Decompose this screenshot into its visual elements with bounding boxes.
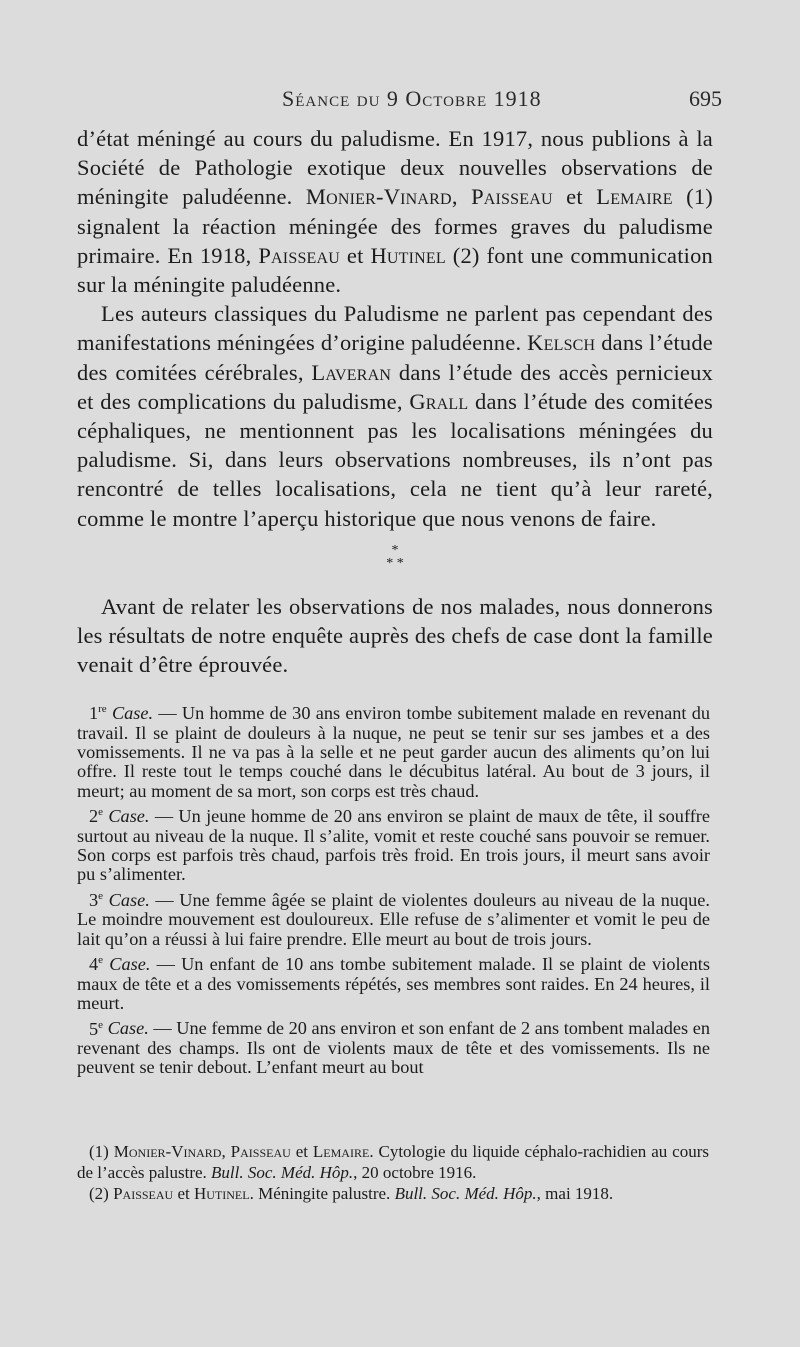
case-text: — Une femme de 20 ans environ et son enfant de 2 ans tombent malades en revenant des champs. Ils ont de violents maux de tête et des vomissements. Ils ne peuvent se tenir debout. L’enfant meurt au bout <box>77 1018 710 1078</box>
author-name: Kelsch <box>527 330 596 356</box>
running-title: Séance du 9 Octobre 1918 <box>282 86 542 111</box>
text-run: (1) signalent la réaction méningée des formes graves du paludisme primaire. En 1918, <box>77 184 713 268</box>
body-text-middle <box>77 592 713 680</box>
asterism-top: * <box>391 543 399 558</box>
paragraph-intro-observations: Avant de relater les observations de nos malades, nous donnerons les résultats de notre enquête auprès des chefs de case dont la famille venait d’être éprouvée. <box>77 594 713 678</box>
case-number-suffix: e <box>98 954 104 967</box>
journal-title: Bull. Soc. Méd. Hôp. <box>394 1184 537 1203</box>
case-entry <box>77 951 710 1013</box>
author-name: Laveran <box>311 359 392 385</box>
author-name: Lemaire <box>312 1142 370 1161</box>
journal-title: Bull. Soc. Méd. Hôp. <box>211 1163 354 1182</box>
text-run: , <box>451 184 472 210</box>
text-run: et <box>552 184 597 210</box>
asterism-bottom: * * <box>386 556 404 571</box>
case-number <box>89 806 103 826</box>
case-number <box>89 954 103 974</box>
text-run: d’état méningé au cours du paludisme. En 1917, nous publions à la Société de Pathologie exotique deux nouvelles observations de méningite paludéenne. <box>77 126 713 210</box>
case-number-digit: 4 <box>89 954 99 975</box>
case-number <box>89 890 103 910</box>
author-name: Paisseau <box>471 184 553 210</box>
case-number <box>89 1019 103 1039</box>
case-text: — Un homme de 30 ans environ tombe subitement malade en revenant du travail. Il se plaint de douleurs à la nuque, ne peut se tenir sur ses jambes et a des vomissements. Il ne va pas à la selle et ne peut garder aucun des aliments qu’on lui offre. Il reste tout le temps couché dans le décubitus latéral. Au bout de 3 jours, il meurt; au moment de sa mort, son corps est très chaud. <box>77 703 710 801</box>
paragraph-paludisme-history <box>77 124 713 299</box>
case-number-digit: 1 <box>89 703 99 724</box>
footnote-2 <box>77 1183 709 1204</box>
case-text: — Un jeune homme de 20 ans environ se plaint de maux de tête, il souffre surtout au niveau de la nuque. Il s’alite, vomit et reste couché sans pouvoir se remuer. Son corps est parfois très chaud, parfois très froid. En trois jours, il meurt sans avoir pu s’alimenter. <box>77 806 710 885</box>
text-run: , 20 octobre 1916. <box>353 1163 477 1182</box>
author-name: Paisseau <box>230 1142 291 1161</box>
text-run: et <box>340 242 371 268</box>
case-number-digit: 5 <box>89 1018 99 1039</box>
case-number-digit: 3 <box>89 889 99 910</box>
case-label: Case. <box>111 703 154 724</box>
text-run: et <box>173 1184 194 1203</box>
case-entry <box>77 1015 710 1077</box>
case-number-suffix: re <box>98 703 107 715</box>
text-run: . Méningite palustre. <box>249 1184 395 1203</box>
text-run: , mai 1918. <box>536 1184 614 1203</box>
text-run: et <box>290 1142 313 1161</box>
case-entry <box>77 887 710 949</box>
page-header <box>0 86 800 116</box>
case-label: Case. <box>108 806 150 827</box>
body-text-top <box>77 124 713 533</box>
author-name: Monier-Vinard <box>113 1142 222 1161</box>
footnotes <box>77 1141 709 1204</box>
author-name: Paisseau <box>113 1184 174 1203</box>
footnote-1 <box>77 1141 709 1183</box>
page-number: 695 <box>689 86 722 111</box>
author-name: Monier-Vinard <box>305 184 452 210</box>
case-text: — Une femme âgée se plaint de violentes douleurs au niveau de la nuque. Le moindre mouvement est douloureux. Elle refuse de s’alimenter et vomit le peu de lait qu’on a réussi à lui faire prendre. Elle meurt au bout de trois jours. <box>77 889 710 949</box>
author-name: Hutinel <box>370 242 446 268</box>
author-name: Hutinel <box>194 1184 250 1203</box>
text-run: , <box>221 1142 231 1161</box>
text-run: . Cytologie du liquide céphalo-rachidien au cours de l’accès palustre. <box>77 1142 710 1182</box>
case-list <box>77 700 710 1078</box>
text-run: Les auteurs classiques du Paludisme ne parlent pas cependant des manifestations méningées d’origine paludéenne. <box>77 301 713 356</box>
text-run: dans l’étude des comitées cérébrales, <box>77 330 713 385</box>
paragraph-classic-authors <box>77 299 713 533</box>
text-run: dans l’étude des accès pernicieux et des complications du paludisme, <box>77 359 713 414</box>
case-entry <box>77 700 710 801</box>
author-name: Grall <box>409 388 469 414</box>
footnote-marker: (2) <box>89 1184 114 1203</box>
text-run: dans l’étude des comitées céphaliques, ne mentionnent pas les localisations méningées du paludisme. Si, dans leurs observations nombreuses, ils n’ont pas rencontré de telles localisations, cela ne tient qu’à leur rareté, comme le montre l’aperçu historique que nous venons de faire. <box>77 388 714 531</box>
case-text: — Un enfant de 10 ans tombe subitement malade. Il se plaint de violents maux de tête et a des vomissements répétés, ses membres sont raides. En 24 heures, il meurt. <box>77 954 710 1014</box>
author-name: Paisseau <box>258 242 341 268</box>
case-number-suffix: e <box>98 1018 104 1031</box>
case-label: Case. <box>107 1018 149 1039</box>
case-number-suffix: e <box>98 806 104 819</box>
footnote-marker: (1) <box>89 1142 114 1161</box>
case-number <box>89 703 107 723</box>
asterism-separator <box>370 544 420 570</box>
author-name: Lemaire <box>596 184 673 210</box>
text-run: (2) font une communication sur la méningite paludéenne. <box>77 242 713 298</box>
case-entry <box>77 803 710 885</box>
case-number-suffix: e <box>98 889 104 902</box>
case-label: Case. <box>108 889 150 910</box>
case-label: Case. <box>109 954 151 975</box>
case-number-digit: 2 <box>89 806 99 827</box>
